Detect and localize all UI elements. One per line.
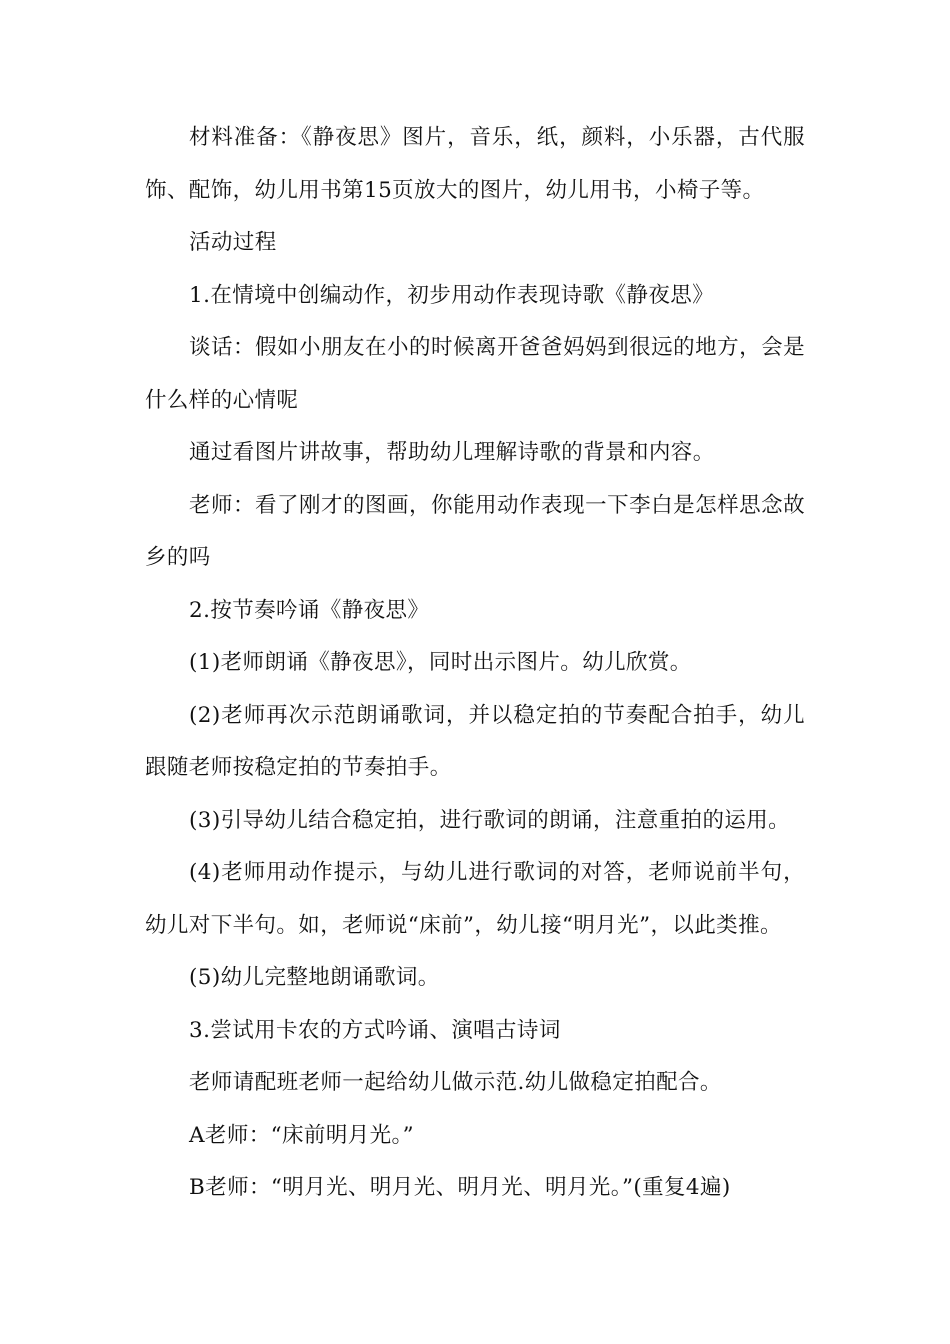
paragraph-step-2-item-3: (3)引导幼儿结合稳定拍，进行歌词的朗诵，注意重拍的运用。 bbox=[189, 807, 791, 833]
paragraph-step-2-item-4: (4)老师用动作提示，与幼儿进行歌词的对答，老师说前半句，幼儿对下半句。如，老师说“床前”，幼儿接“明月光”，以此类推。 bbox=[145, 860, 805, 938]
paragraph-step-3-heading: 3.尝试用卡农的方式吟诵、演唱古诗词 bbox=[189, 1017, 561, 1043]
paragraph-activity-process-heading: 活动过程 bbox=[189, 230, 277, 255]
paragraph-storytelling: 通过看图片讲故事，帮助幼儿理解诗歌的背景和内容。 bbox=[189, 440, 715, 465]
paragraph-teacher-b-line: B老师：“明月光、明月光、明月光、明月光。”(重复4遍) bbox=[189, 1175, 731, 1200]
paragraph-materials: 材料准备：《静夜思》图片，音乐，纸，颜料，小乐器，古代服饰、配饰，幼儿用书第15页放大的图片，幼儿用书，小椅子等。 bbox=[145, 125, 805, 203]
paragraph-step-2-item-2: (2)老师再次示范朗诵歌词，并以稳定拍的节奏配合拍手，幼儿跟随老师按稳定拍的节奏拍手。 bbox=[145, 702, 805, 780]
paragraph-step-1-heading: 1.在情境中创编动作，初步用动作表现诗歌《静夜思》 bbox=[189, 282, 715, 308]
paragraph-step-2-item-5: (5)幼儿完整地朗诵歌词。 bbox=[189, 965, 440, 990]
paragraph-step-2-item-1: (1)老师朗诵《静夜思》，同时出示图片。幼儿欣赏。 bbox=[189, 650, 692, 675]
paragraph-teacher-question: 老师：看了刚才的图画，你能用动作表现一下李白是怎样思念故乡的吗 bbox=[145, 492, 805, 570]
paragraph-teacher-a-line: A老师：“床前明月光。” bbox=[189, 1122, 415, 1148]
paragraph-step-2-heading: 2.按节奏吟诵《静夜思》 bbox=[189, 597, 430, 623]
document-body bbox=[145, 112, 805, 1215]
paragraph-conversation: 谈话：假如小朋友在小的时候离开爸爸妈妈到很远的地方，会是什么样的心情呢 bbox=[145, 335, 805, 413]
paragraph-demonstration: 老师请配班老师一起给幼儿做示范.幼儿做稳定拍配合。 bbox=[189, 1070, 722, 1095]
